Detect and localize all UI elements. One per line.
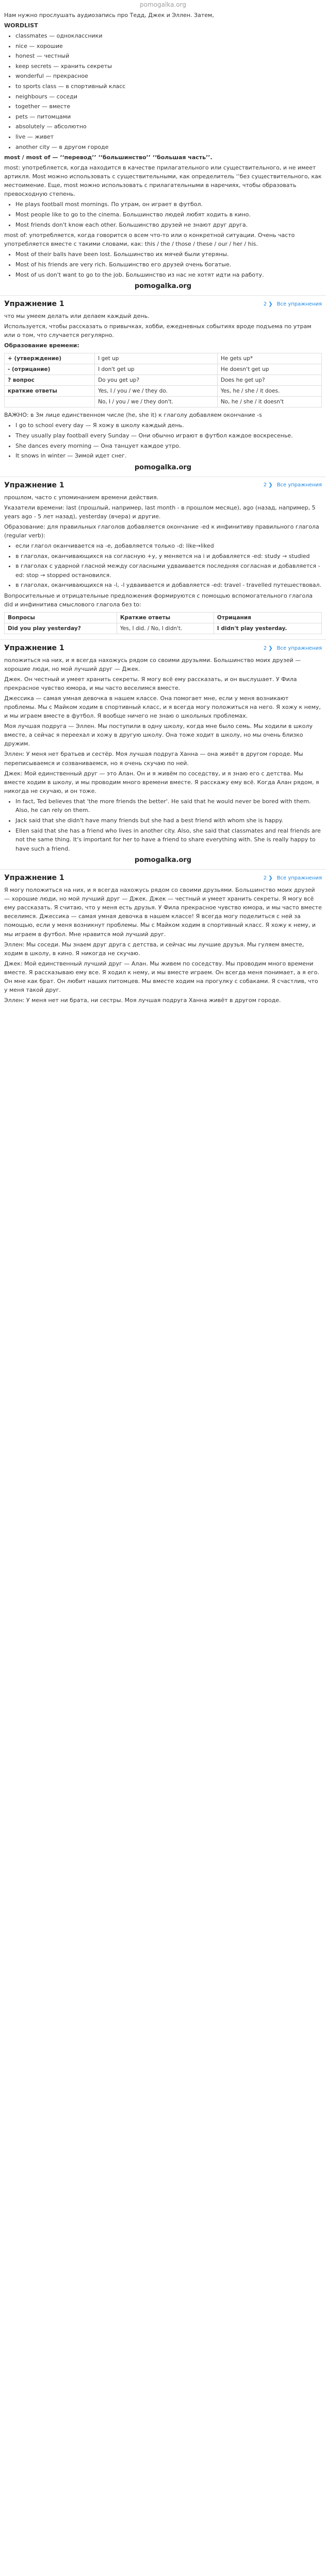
exercise-title: Упражнение 1: [4, 644, 64, 653]
paragraph: Джессика — самая умная девочка в нашем классе. Она помогает мне, если у меня возникают проблемы. Мы с Майком ходим в спортивный класс, и я всегда могу положиться на него. Я хожу к нему, и мы играем вместе в футбол. Я вообще ничего не знаю о школьных проблемах.: [4, 695, 321, 720]
next-exercise-link[interactable]: 2 ❯: [263, 875, 273, 881]
next-exercise-link[interactable]: 2 ❯: [263, 645, 273, 651]
watermark: pomogalka.org: [134, 463, 192, 471]
exercise3-content: [0, 886, 326, 1005]
paragraph: Моя лучшая подруга — Эллен. Мы поступили в одну школу, когда мне было семь. Мы ходили в школу вместе, а сейчас я переехал и хожу в другую школу. Она тоже ходит в школу, но мы очень близко дружим.: [4, 723, 313, 748]
table-cell: I didn't play yesterday.: [214, 623, 321, 634]
table-header: Отрицания: [214, 613, 321, 623]
exercise-intro2: Используется, чтобы рассказать о привычках, хобби, ежедневных событиях вроде подъема по утрам или о том, что случается регулярно.: [4, 323, 312, 339]
exercise-controls: [264, 646, 322, 651]
table-cell: [5, 397, 95, 408]
table-cell: краткие ответы: [5, 386, 95, 397]
exercise-header: [0, 477, 326, 492]
formation-text: Образование: для правильных глаголов добавляется окончание -ed к инфинитиву правильного глагола (regular verb):: [4, 523, 319, 539]
paragraph: Эллен: У меня нет ни брата, ни сестры. Моя лучшая подруга Ханна живёт в другом городе.: [4, 996, 281, 1004]
example-item: • Most of their balls have been lost. Большинство их мячей были утеряны.: [15, 250, 322, 259]
rule-item: • в глаголах, оканчивающихся на -l, -l удваивается и добавляется -ed: travel - travelled путешествовал.: [15, 581, 322, 590]
most-of-examples: [4, 250, 322, 279]
word-item: • absolutely — абсолютно: [15, 122, 322, 131]
word-item: • nice — хорошие: [15, 42, 322, 51]
word-item: • wonderful — прекрасное: [15, 72, 322, 81]
important-note: ВАЖНО: в 3м лице единственном числе (he, she it) к глаголу добавляем окончание -s: [4, 412, 262, 419]
exercise-intro: прошлом, часто с упоминанием времени действия.: [4, 494, 159, 501]
table-cell: Yes, I / you / we / they do.: [95, 386, 218, 397]
past-table-wrap: [0, 612, 326, 634]
all-exercises-link[interactable]: Все упражнения: [276, 875, 322, 881]
all-exercises-link[interactable]: Все упражнения: [276, 482, 322, 488]
exercise-title: Упражнение 1: [4, 300, 64, 309]
all-exercises-link[interactable]: Все упражнения: [276, 645, 322, 651]
table-cell: ? вопрос: [5, 375, 95, 386]
most-of-para: most of: употребляется, когда говорится о всем что-то или о конкретной ситуации. Очень часто употребляется вместе с такими словами, как: this / the / those / these / our / her / his.: [4, 232, 295, 248]
answer-item: • In fact, Ted believes that 'the more friends the better'. He said that he would never be bored with them. Also, he can rely on them.: [15, 797, 322, 815]
answer-item: • Jack said that she didn't have many friends but she had a best friend with whom she is happy.: [15, 816, 322, 825]
example-item: • It snows in winter — Зимой идет снег.: [15, 451, 322, 461]
exercise-title: Упражнение 1: [4, 874, 64, 883]
table-cell: I get up: [95, 353, 218, 364]
paragraph: Эллен: Мы соседи. Мы знаем друг друга с детства, и сейчас мы лучшие друзья. Мы гуляем вместе, ходим в школу, в кино. Я никогда не скучаю.: [4, 941, 304, 957]
past-table: [4, 612, 322, 634]
questions-text: Вопросительные и отрицательные предложения формируются с помощью вспомогательного глагола did и инфинитива смыслового глагола без to:: [4, 592, 313, 608]
table-header-row: [5, 613, 322, 623]
example-item: • I go to school every day — Я хожу в школу каждый день.: [15, 421, 322, 430]
rule-item: • в глаголах, оканчивающихся на согласную +y, y меняется на i и добавляется -ed: study → studied: [15, 552, 322, 561]
present-examples: [4, 421, 322, 460]
exercise-header: [0, 869, 326, 884]
exercise-title: Упражнение 1: [4, 481, 64, 489]
paragraph: Джек. Он честный и умеет хранить секреты. Я могу всё ему рассказать, и он выслушает. У Фила прекрасное чувство юмора, и мы часто веселимся вместе.: [4, 676, 297, 692]
table-cell: + (утверждение): [5, 353, 95, 364]
exercise-controls: [264, 482, 322, 488]
example-item: • Most of us don't want to go to the job. Большинство из нас не хотят идти на работу.: [15, 270, 322, 280]
formation-table-wrap: [0, 353, 326, 408]
watermark: pomogalka.org: [134, 856, 192, 865]
next-exercise-link[interactable]: 2 ❯: [263, 482, 273, 488]
rule-item: • если глагол оканчивается на -e, добавляется только -d: like→liked: [15, 541, 322, 551]
example-item: • She dances every morning — Она танцует каждое утро.: [15, 442, 322, 451]
table-cell: Yes, he / she / it does.: [217, 386, 321, 397]
most-para: most: употребляется, когда находится в качестве прилагательного или существительного, и не имеет артикля. Most можно использовать с существительными, как определитель ‘‘без существительного, как местоимение. Еще, most можно использовать с прилагательными в наречиях, чтобы образовать превосходную степень.: [4, 164, 322, 198]
word-item: • neighbours — соседи: [15, 92, 322, 101]
exercise1-notes: [0, 411, 326, 471]
paragraph: Джек: Мой единственный лучший друг — Алан. Мы живем по соседству. Мы проводим много времени вместе. Я рассказываю ему все. Я ходил к нему, и мы вместе играем. Он всегда меня понимает, а я его. Он мне как брат. Он любит наших питомцев. Мы вместе ходим на прогулку с собаками. Я счастлив, что у меня такой друг.: [4, 960, 319, 993]
table-cell: Yes, I did. / No, I didn't.: [117, 623, 214, 634]
formation-rules: [4, 541, 322, 590]
exercise-controls: [264, 301, 322, 307]
table-row: [5, 353, 322, 364]
watermark: pomogalka.org: [134, 282, 192, 291]
word-item: • pets — питомцами: [15, 112, 322, 122]
word-item: • another city — в другом городе: [15, 143, 322, 152]
word-item: • together — вместе: [15, 102, 322, 111]
table-cell: Does he get up?: [217, 375, 321, 386]
wordlist: [4, 31, 322, 151]
exercise1-content: [0, 312, 326, 350]
answers-list: [4, 797, 322, 854]
rule-item: • в глаголах с ударной гласной между согласными удваивается последняя согласная и добавляется -ed: stop → stopped остановился.: [15, 562, 322, 580]
table-cell: - (отрицание): [5, 364, 95, 375]
example-item: • Most people like to go to the cinema. Большинство людей любят ходить в кино.: [15, 210, 322, 219]
table-title: Образование времени:: [4, 342, 79, 349]
word-item: • live — живет: [15, 132, 322, 142]
exercise-header: [0, 295, 326, 310]
intro-section: [0, 11, 326, 290]
paragraph: Джек: Мой единственный друг — это Алан. Он и я живём по соседству, и я знаю его с детства. Мы вместе ходим в школу, и мы проводим много времени вместе. Я расскажу ему всё. Когда Алан рядом, я никогда не скучаю, и он тоже.: [4, 770, 319, 794]
exercise1b-content: [0, 493, 326, 609]
table-cell: Do you get up?: [95, 375, 218, 386]
table-cell: He gets up*: [217, 353, 321, 364]
exercise-intro: что мы умеем делать или делаем каждый день.: [4, 313, 150, 320]
table-header: Вопросы: [5, 613, 117, 623]
next-exercise-link[interactable]: 2 ❯: [263, 301, 273, 307]
paragraph: Я могу положиться на них, и я всегда нахожусь рядом со своими друзьями. Большинство моих друзей — хорошие люди, но мой лучший друг — Джек. Джек — честный и умеет хранить секреты. Я могу всё ему рассказать. Я считаю, что у меня есть друзья. У Фила прекрасное чувство юмора, и мы часто вместе веселимся. Джессика — самая умная девочка в нашем классе! Я всегда могу поделиться с ней за помощью, если у меня возникнут проблемы. Мы с Майком ходим в спортивный класс. Я хожу к нему, и мы играем в футбол. Мне нравится мой лучший друг.: [4, 887, 322, 938]
table-cell: I don't get up: [95, 364, 218, 375]
exercise2-content: [0, 656, 326, 864]
answer-item: • Ellen said that she has a friend who lives in another city. Also, she said that classmates and real friends are not the same thing. It's important for her to have a friend to share everything with. She is really happy to have such a friend.: [15, 826, 322, 854]
table-row: [5, 375, 322, 386]
all-exercises-link[interactable]: Все упражнения: [276, 301, 322, 307]
word-item: • to sports class — в спортивный класс: [15, 82, 322, 91]
word-item: • keep secrets — хранить секреты: [15, 62, 322, 71]
table-row: [5, 623, 322, 634]
example-item: • He plays football most mornings. По утрам, он играет в футбол.: [15, 200, 322, 209]
word-item: • honest — честный: [15, 52, 322, 61]
exercise-controls: [264, 875, 322, 881]
example-item: • They usually play football every Sunday — Они обычно играют в футбол каждое воскресенье.: [15, 431, 322, 440]
example-item: • Most friends don't know each other. Большинство друзей не знают друг друга.: [15, 221, 322, 230]
paragraph: Эллен: У меня нет братьев и сестёр. Моя лучшая подруга Ханна — она живёт в другом городе. Мы переписываемся и созваниваемся, но я очень скучаю по ней.: [4, 751, 303, 767]
table-cell: No, he / she / it doesn't: [217, 397, 321, 408]
table-row: [5, 364, 322, 375]
table-cell: He doesn't get up: [217, 364, 321, 375]
top-watermark: pomogalka.org: [140, 1, 186, 8]
table-cell: No, I / you / we / they don't.: [95, 397, 218, 408]
most-heading: most / most of — ‘‘перевод’’ ‘‘большинство’’ ‘‘большая часть’’.: [4, 154, 213, 161]
formation-table: [4, 353, 322, 408]
intro-text: Нам нужно прослушать аудиозапись про Тедд, Джек и Эллен. Затем,: [4, 12, 214, 19]
table-header: Краткие ответы: [117, 613, 214, 623]
example-item: • Most of his friends are very rich. Большинство его друзей очень богатые.: [15, 260, 322, 269]
time-indicators: Указатели времени: last (прошлый, например, last month - в прошлом месяце), ago (назад, например, 5 years ago - 5 лет назад), yesterday (вчера) и другие.: [4, 504, 316, 520]
table-row: [5, 386, 322, 397]
paragraph: положиться на них, и я всегда нахожусь рядом со своими друзьями. Большинство моих друзей — хорошие люди, но мой лучший друг — Джек.: [4, 657, 301, 673]
table-cell: Did you play yesterday?: [5, 623, 117, 634]
wordlist-heading: WORDLIST: [4, 22, 38, 29]
most-examples: [4, 200, 322, 229]
word-item: • classmates — одноклассники: [15, 31, 322, 41]
exercise-header: [0, 639, 326, 654]
table-row: [5, 397, 322, 408]
